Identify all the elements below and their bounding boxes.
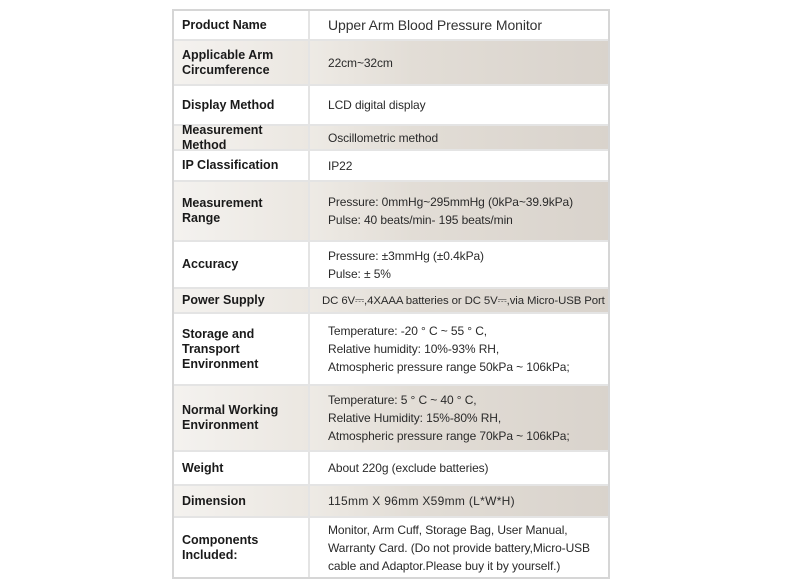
- spec-value: [310, 182, 608, 240]
- spec-label: IP Classification: [174, 151, 310, 180]
- spec-row-working-environment: [174, 386, 608, 452]
- spec-label: Dimension: [174, 486, 310, 516]
- spec-value: [310, 486, 608, 516]
- spec-value-line: Pulse: 40 beats/min- 195 beats/min: [328, 213, 513, 227]
- spec-value-line: Relative Humidity: 15%-80% RH,: [328, 411, 502, 425]
- spec-value-line: IP22: [328, 158, 353, 173]
- spec-table: [172, 9, 610, 579]
- spec-label: Applicable Arm Circumference: [174, 41, 310, 84]
- spec-row-dimension: [174, 486, 608, 518]
- spec-value: [310, 314, 608, 384]
- spec-row-storage-environment: [174, 314, 608, 386]
- spec-value-line: Atmospheric pressure range 70kPa ~ 106kPa;: [328, 429, 570, 443]
- spec-row-measurement-range: [174, 182, 608, 242]
- spec-value: [310, 126, 608, 149]
- spec-label: Weight: [174, 452, 310, 484]
- spec-value: [310, 242, 608, 287]
- spec-label: Accuracy: [174, 242, 310, 287]
- spec-label: Normal Working Environment: [174, 386, 310, 450]
- spec-value-line: 22cm~32cm: [328, 55, 393, 70]
- spec-value-line: Pressure: 0mmHg~295mmHg (0kPa~39.9kPa): [328, 195, 573, 209]
- spec-value-line: Atmospheric pressure range 50kPa ~ 106kPa;: [328, 360, 570, 374]
- spec-value: [310, 151, 608, 180]
- spec-value: [310, 41, 608, 84]
- spec-label: Display Method: [174, 86, 310, 124]
- spec-label: Measurement Method: [174, 126, 310, 149]
- spec-row-product-name: [174, 11, 608, 41]
- spec-label: Components Included:: [174, 518, 310, 577]
- spec-value-line: Pulse: ± 5%: [328, 266, 391, 281]
- spec-row-power-supply: [174, 289, 608, 314]
- spec-value-line: Oscillometric method: [328, 130, 439, 145]
- spec-value-line: Monitor, Arm Cuff, Storage Bag, User Manual,: [328, 522, 568, 537]
- spec-value-line: Upper Arm Blood Pressure Monitor: [328, 17, 542, 33]
- spec-label: Product Name: [174, 11, 310, 39]
- spec-value-line: Pressure: ±3mmHg (±0.4kPa): [328, 248, 484, 263]
- spec-value: [310, 86, 608, 124]
- spec-value-line: LCD digital display: [328, 98, 426, 112]
- spec-value-line: DC 6V⎓,4XAAA batteries or DC 5V⎓,via Micro-USB Port: [322, 294, 605, 307]
- spec-label: Measurement Range: [174, 182, 310, 240]
- spec-value: [310, 11, 608, 39]
- spec-value: [310, 518, 608, 577]
- spec-value-line: Warranty Card. (Do not provide battery,Micro-USB: [328, 540, 590, 555]
- spec-row-weight: [174, 452, 608, 486]
- spec-value: [310, 289, 609, 312]
- spec-value-line: 115mm X 96mm X59mm (L*W*H): [328, 494, 515, 508]
- spec-value-line: Temperature: 5 ° C ~ 40 ° C,: [328, 393, 477, 407]
- spec-label: Power Supply: [174, 289, 310, 312]
- spec-value: [310, 386, 608, 450]
- spec-value-line: Temperature: -20 ° C ~ 55 ° C,: [328, 324, 488, 338]
- spec-value: [310, 452, 608, 484]
- spec-row-ip-classification: [174, 151, 608, 182]
- spec-value-line: cable and Adaptor.Please buy it by yourself.): [328, 558, 561, 573]
- spec-value-line: About 220g (exclude batteries): [328, 461, 489, 475]
- spec-row-display-method: [174, 86, 608, 126]
- spec-value-line: Relative humidity: 10%-93% RH,: [328, 342, 500, 356]
- spec-row-measurement-method: [174, 122, 608, 152]
- spec-row-components: [174, 518, 608, 577]
- spec-row-accuracy: [174, 242, 608, 289]
- spec-row-arm-circumference: [174, 41, 608, 86]
- spec-label: Storage and Transport Environment: [174, 314, 310, 384]
